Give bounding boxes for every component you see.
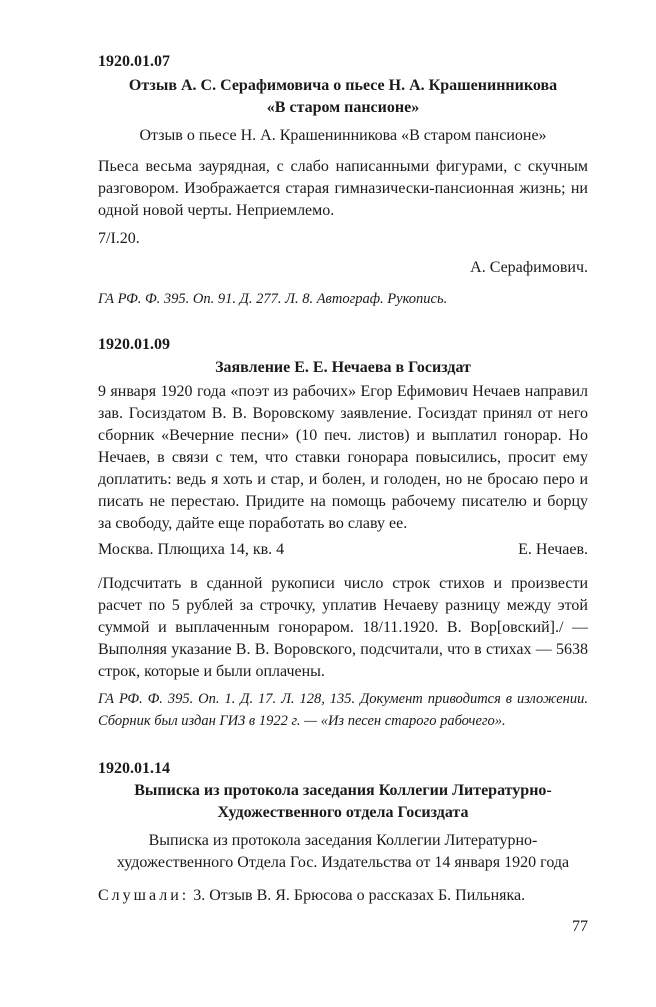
entry-title bbox=[98, 780, 588, 824]
entry-title-line: Художественного отдела Госиздата bbox=[217, 804, 469, 821]
resolution-note: /Подсчитать в сданной рукописи число строк стихов и произвести расчет по 5 рублей за строчку, уплатив Нечаеву разницу между этой суммой и выплаченным гонораром. 18/11.1920. В. Вор[овский]./ — Выполняя указание В. В. Воровского, подсчитали, что в стихах — 5638 строк, которые и были оплачены. bbox=[98, 575, 588, 680]
address: Москва. Плющиха 14, кв. 4 bbox=[98, 541, 285, 558]
entry-date: 1920.01.09 bbox=[98, 336, 170, 353]
document-date: 7/I.20. bbox=[98, 230, 140, 247]
entry-date: 1920.01.14 bbox=[98, 760, 170, 777]
page-number: 77 bbox=[572, 918, 588, 935]
heard-label: Слушали: bbox=[98, 887, 190, 904]
document-title bbox=[98, 830, 588, 874]
signature: А. Серафимович. bbox=[470, 259, 588, 276]
document-body: 9 января 1920 года «поэт из рабочих» Егор Ефимович Нечаев направил зав. Госиздатом В. В. Воровскому заявление. Госиздат принял от него сборник «Вечерние песни» (10 печ. листов) и выплатил гонорар. Но Нечаев, в связи с тем, что ставки гонорара повысились, просит ему доплатить: ведь я хоть и стар, и болен, и голоден, но не бросаю перо и писать не перестаю. Придите на помощь рабочему писателю и борцу за свободу, дайте еще поработать во славу ее. bbox=[98, 383, 588, 532]
entry-date: 1920.01.07 bbox=[98, 53, 170, 70]
document-body: Пьеса весьма заурядная, с слабо написанными фигурами, с скучным разговором. Изображается старая гимназически-пансионная жизнь; ни одной новой черты. Неприемлемо. bbox=[98, 158, 588, 219]
entry-title-line: «В старом пансионе» bbox=[266, 99, 420, 116]
entry-title: Заявление Е. Е. Нечаева в Госиздат bbox=[215, 359, 471, 376]
entry-title-line: Отзыв А. С. Серафимовича о пьесе Н. А. Крашенинникова bbox=[128, 77, 558, 94]
heard-text: 3. Отзыв В. Я. Брюсова о рассказах Б. Пильняка. bbox=[193, 887, 526, 904]
document-title: Отзыв о пьесе Н. А. Крашенинникова «В старом пансионе» bbox=[139, 127, 547, 144]
document-title-line: художественного Отдела Гос. Издательства от 14 января 1920 года bbox=[116, 854, 570, 871]
entry-title bbox=[98, 75, 588, 119]
archive-source: ГА РФ. Ф. 395. Оп. 1. Д. 17. Л. 128, 135. Документ приводится в изложении. Сборник был издан ГИЗ в 1922 г. — «Из песен старого рабочего». bbox=[98, 691, 588, 729]
signature: Е. Нечаев. bbox=[518, 541, 588, 558]
archive-source: ГА РФ. Ф. 395. Оп. 91. Д. 277. Л. 8. Автограф. Рукопись. bbox=[98, 291, 448, 307]
document-title-line: Выписка из протокола заседания Коллегии Литературно- bbox=[148, 832, 538, 849]
minutes-item bbox=[98, 886, 525, 906]
entry-title-line: Выписка из протокола заседания Коллегии Литературно- bbox=[134, 782, 552, 799]
